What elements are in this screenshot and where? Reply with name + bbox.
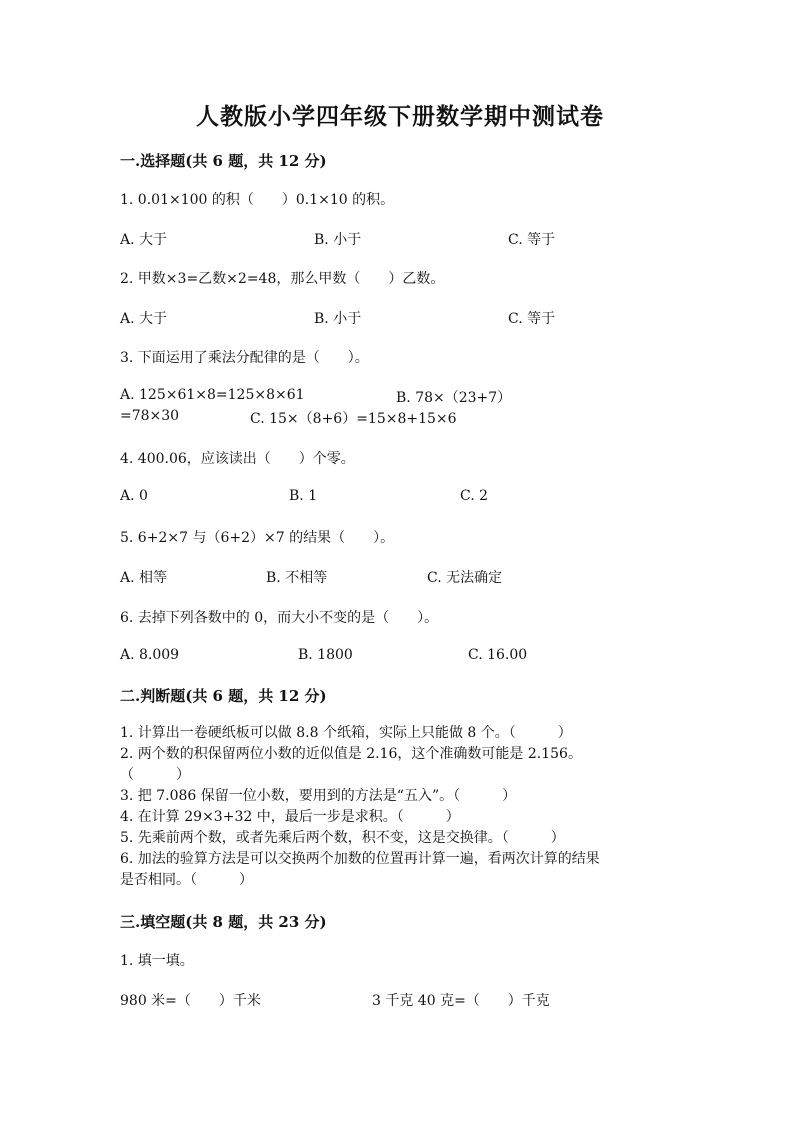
page-title: 人教版小学四年级下册数学期中测试卷 bbox=[196, 103, 604, 130]
question-1-6: 6. 去掉下列各数中的 0，而大小不变的是（ ）。 bbox=[120, 610, 439, 626]
option-1-4-c: C. 2 bbox=[460, 488, 489, 504]
option-1-1-b: B. 小于 bbox=[314, 232, 362, 248]
option-1-3-c: C. 15×（8+6）=15×8+15×6 bbox=[250, 411, 457, 427]
judgement-line-2: 2. 两个数的积保留两位小数的近似值是 2.16，这个准确数可能是 2.156。 bbox=[120, 746, 582, 762]
section-heading-judgement: 二.判断题(共 6 题，共 12 分) bbox=[120, 687, 327, 705]
question-1-4: 4. 400.06，应该读出（ ）个零。 bbox=[120, 451, 355, 467]
question-1-5: 5. 6+2×7 与（6+2）×7 的结果（ ）。 bbox=[120, 530, 395, 546]
section-heading-fill: 三.填空题(共 8 题，共 23 分) bbox=[120, 913, 327, 931]
question-1-1: 1. 0.01×100 的积（ ）0.1×10 的积。 bbox=[120, 192, 395, 208]
fill-item-1: 980 米=（ ）千米 bbox=[120, 993, 261, 1009]
option-1-6-b: B. 1800 bbox=[298, 647, 353, 663]
question-3-1: 1. 填一填。 bbox=[120, 953, 194, 969]
question-1-3: 3. 下面运用了乘法分配律的是（ ）。 bbox=[120, 350, 369, 366]
option-1-4-b: B. 1 bbox=[289, 488, 318, 504]
judgement-line-6: 6. 加法的验算方法是可以交换两个加数的位置再计算一遍，看两次计算的结果 bbox=[120, 851, 600, 867]
option-1-5-a: A. 相等 bbox=[120, 570, 168, 586]
judgement-line-1: 1. 计算出一卷硬纸板可以做 8.8 个纸箱，实际上只能做 8 个。（ ） bbox=[120, 725, 572, 741]
fill-item-2: 3 千克 40 克=（ ）千克 bbox=[372, 993, 550, 1009]
option-1-6-c: C. 16.00 bbox=[468, 647, 528, 663]
judgement-line-3: 3. 把 7.086 保留一位小数，要用到的方法是“五入”。（ ） bbox=[120, 788, 517, 804]
option-1-3-b: B. 78×（23+7） bbox=[396, 390, 512, 406]
option-1-5-c: C. 无法确定 bbox=[427, 570, 503, 586]
option-1-2-c: C. 等于 bbox=[508, 311, 556, 327]
option-1-6-a: A. 8.009 bbox=[120, 647, 180, 663]
option-1-2-b: B. 小于 bbox=[314, 311, 362, 327]
option-1-3-a: A. 125×61×8=125×8×61 bbox=[120, 387, 305, 403]
option-1-3-b-continued: =78×30 bbox=[120, 408, 180, 424]
option-1-1-c: C. 等于 bbox=[508, 232, 556, 248]
option-1-4-a: A. 0 bbox=[120, 488, 148, 504]
question-1-2: 2. 甲数×3=乙数×2=48，那么甲数（ ）乙数。 bbox=[120, 271, 445, 287]
option-1-2-a: A. 大于 bbox=[120, 311, 168, 327]
judgement-line-5: 5. 先乘前两个数，或者先乘后两个数，积不变，这是交换律。（ ） bbox=[120, 830, 565, 846]
judgement-line-6-continued: 是否相同。（ ） bbox=[120, 872, 253, 888]
option-1-5-b: B. 不相等 bbox=[266, 570, 328, 586]
judgement-line-4: 4. 在计算 29×3+32 中，最后一步是求积。（ ） bbox=[120, 809, 460, 825]
option-1-1-a: A. 大于 bbox=[120, 232, 168, 248]
judgement-line-2-answer: （ ） bbox=[120, 767, 190, 783]
section-heading-choice: 一.选择题(共 6 题，共 12 分) bbox=[120, 152, 327, 170]
